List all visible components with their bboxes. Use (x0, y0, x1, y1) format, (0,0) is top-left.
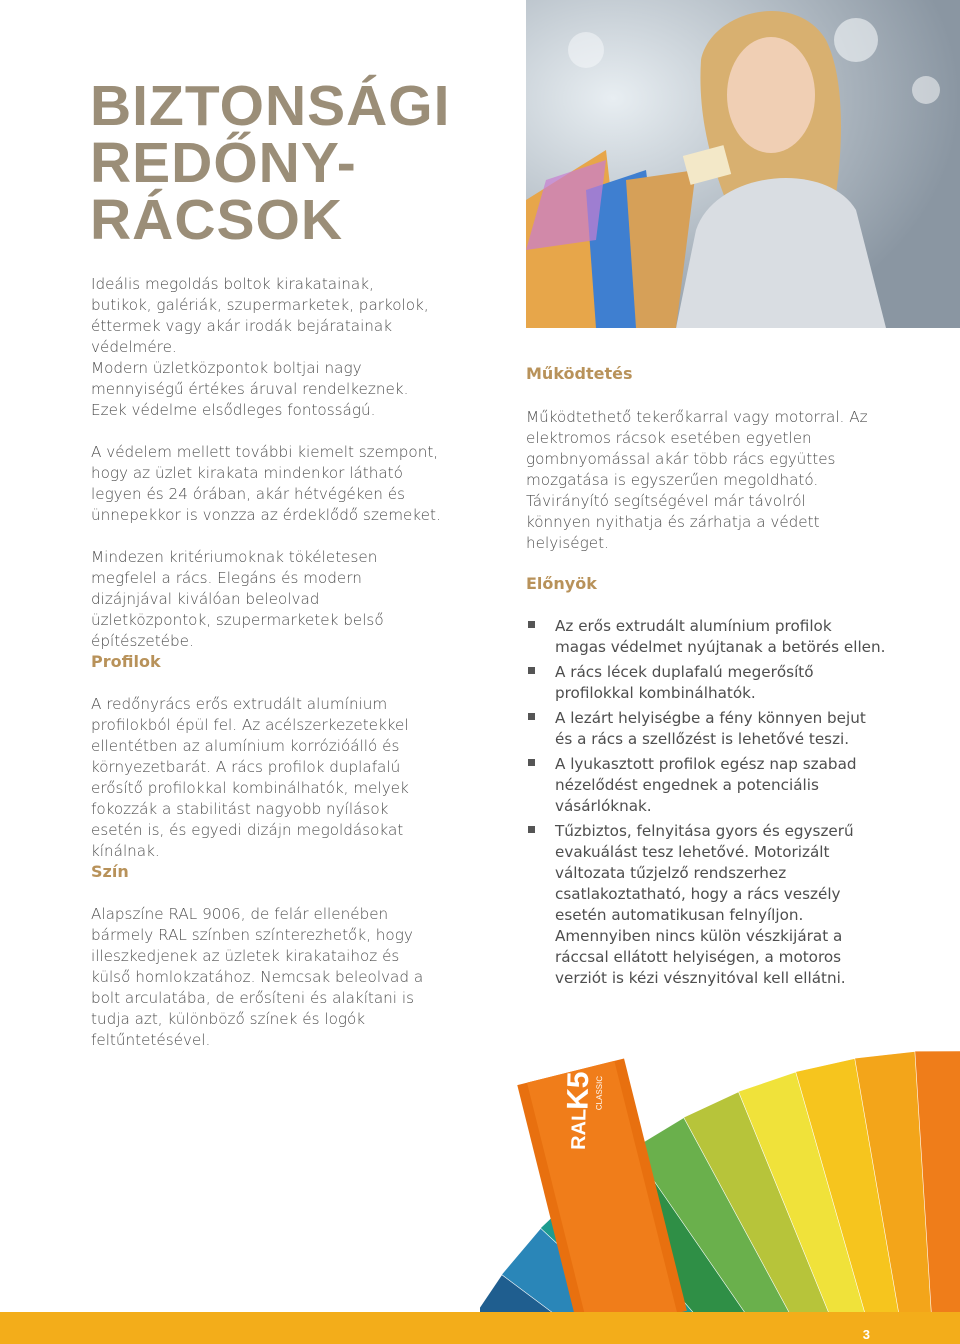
page-number: 3 (862, 1327, 870, 1342)
elonyok-list (526, 616, 886, 993)
title-line-3: RÁCSOK (90, 188, 344, 252)
intro-paragraph-1 (91, 274, 436, 358)
intro-text-4: Mindezen kritériumoknak tökéletesen megfelel a rács. Elegáns és modern dizájnjával kiválóan beleolvad üzletközpontok, szupermarketek belső építészetébe. (91, 548, 384, 650)
szin-paragraph (91, 904, 439, 1051)
footer-bar (0, 1312, 960, 1344)
intro-text-3: A védelem mellett további kiemelt szempont, hogy az üzlet kirakata mindenkor látható legyen és 24 órában, akár hétvégéken és ünnepekkor is vonzza az érdeklődő szemeket. (91, 443, 441, 524)
title-line-1: BIZTONSÁGI (90, 74, 451, 138)
fan-model: K5 (561, 1071, 596, 1111)
profilok-text: A redőnyrács erős extrudált alumínium profilokból épül fel. Az acélszerkezetekkel ellentétben az alumínium korrózióálló és környezetbarát. A rács profilok duplafalú erősítő profilokkal kombinálhatók, melyek fokozzák a stabilitást nagyobb nyílások esetén is, és egyedi dizájn megoldásokat kínálnak. (91, 695, 409, 860)
szin-text: Alapszíne RAL 9006, de felár ellenében bármely RAL színben színterezhetők, hogy illeszkedjenek az üzletek kirakataihoz és külső homlokzatához. Nemcsak beleolvad a bolt arculatába, de erősíteni és alakítani is tudja azt, különböző színek és logók feltűntetésével. (91, 905, 424, 1049)
page-title (90, 74, 451, 252)
list-item: A rács lécek duplafalú megerősítő profilokkal kombinálhatók. (526, 662, 886, 704)
title-line-2: REDŐNY- (90, 131, 357, 195)
intro-paragraph-2 (91, 358, 431, 421)
list-item: Tűzbiztos, felnyitása gyors és egyszerű evakuálást tesz lehetővé. Motorizált változata tűzjelző rendszerhez csatlakoztatható, hogy a rács veszély esetén automatikusan felnyíljon. Amennyiben nincs külön vészkijárat a ráccsal ellátott helyiségen, a motoros verziót is kézi vésznyitóval kell ellátni. (526, 821, 886, 989)
list-item: A lezárt helyiségbe a fény könnyen bejut és a rács a szellőzést is lehetővé teszi. (526, 708, 886, 750)
shopping-woman-photo (526, 0, 960, 328)
intro-paragraph-4 (91, 547, 436, 652)
profilok-paragraph (91, 694, 436, 862)
fan-sub: CLASSIC (594, 1075, 605, 1111)
mukodtetes-paragraph (526, 407, 871, 554)
mukodtetes-heading: Működtetés (526, 364, 633, 383)
fan-brand: RAL (567, 1108, 591, 1151)
photo-illustration (526, 0, 960, 328)
szin-heading: Szín (91, 862, 129, 881)
intro-text-2: Modern üzletközpontok boltjai nagy mennyiségű értékes áruval rendelkeznek. Ezek védelme elsődleges fontosságú. (91, 359, 409, 419)
mukodtetes-text: Működtethető tekerőkarral vagy motorral. Az elektromos rácsok esetében egyetlen gombnyomással akár több rács együttes mozgatása is egyszerűen megoldható. Távirányító segítségével már távolról könnyen nyithatja és zárhatja a védett helyiséget. (526, 408, 868, 552)
intro-paragraph-3 (91, 442, 443, 526)
profilok-heading: Profilok (91, 652, 161, 671)
ral-color-fan-image (480, 1050, 960, 1312)
color-fan-illustration (480, 1050, 960, 1312)
list-item: A lyukasztott profilok egész nap szabad nézelődést engednek a potenciális vásárlóknak. (526, 754, 886, 817)
elonyok-heading: Előnyök (526, 574, 597, 593)
intro-text-1: Ideális megoldás boltok kirakatainak, butikok, galériák, szupermarketek, parkolok, éttermek vagy akár irodák bejáratainak védelmére. (91, 275, 429, 356)
list-item: Az erős extrudált alumínium profilok magas védelmet nyújtanak a betörés ellen. (526, 616, 886, 658)
